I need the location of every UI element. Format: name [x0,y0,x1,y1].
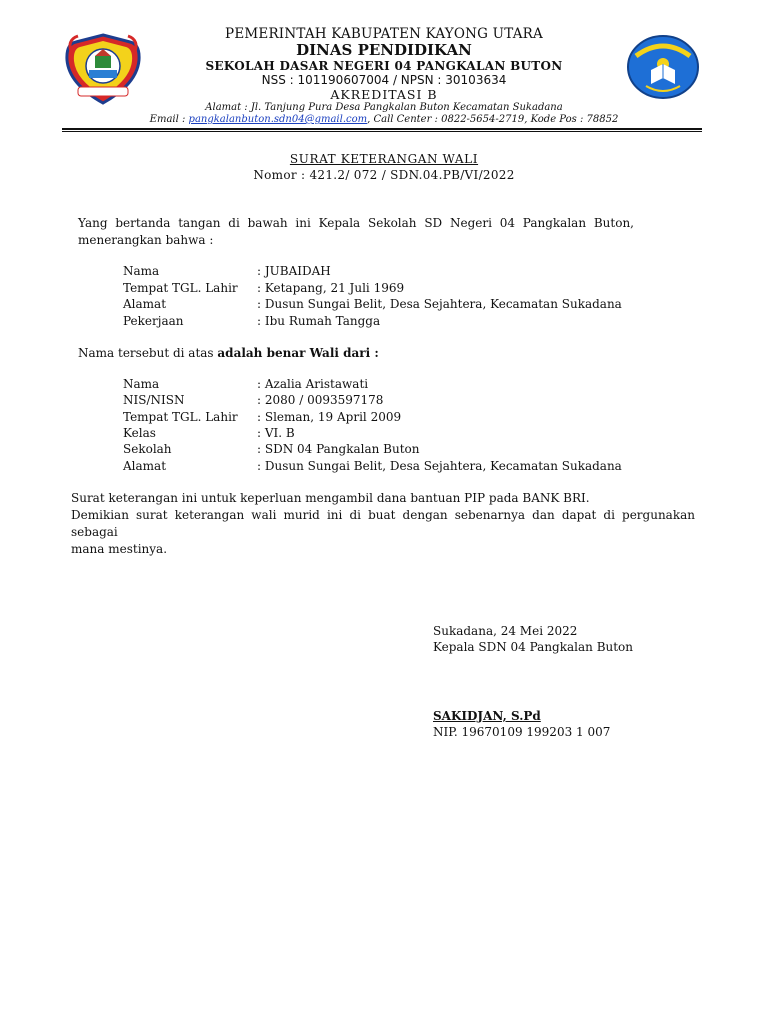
closing-line-2: Demikian surat keterangan wali murid ini di buat dengan sebenarnya dan dapat di pergunakan sebagai [71,508,695,539]
closing-line-3: mana mestinya. [71,542,168,556]
email-label: Email : [149,114,189,125]
closing-paragraph [71,490,695,558]
header-divider [62,128,702,130]
header-government: PEMERINTAH KABUPATEN KAYONG UTARA [225,26,543,42]
field-label: Alamat [123,459,167,473]
field-value: : 2080 / 0093597178 [257,393,384,407]
field-label: Tempat TGL. Lahir [123,410,238,424]
header-nss-npsn: NSS : 101190607004 / NPSN : 30103634 [261,73,507,87]
field-label: NIS/NISN [123,393,185,407]
statement-bold: adalah benar Wali dari : [217,346,379,360]
signature-name: SAKIDJAN, S.Pd [433,709,541,723]
intro-line-1: Yang bertanda tangan di bawah ini Kepala Sekolah SD Negeri 04 Pangkalan Buton, [78,216,634,230]
statement-text: Nama tersebut di atas [78,346,218,360]
field-value: : Ketapang, 21 Juli 1969 [257,281,405,295]
field-label: Nama [123,264,160,278]
closing-line-1: Surat keterangan ini untuk keperluan mengambil dana bantuan PIP pada BANK BRI. [71,491,590,505]
signature-place-date: Sukadana, 24 Mei 2022 [433,624,578,638]
header-accreditation: AKREDITASI B [330,87,438,102]
field-value: : VI. B [257,426,295,440]
field-value: : JUBAIDAH [257,264,331,278]
header-contact [0,114,768,125]
header-department: DINAS PENDIDIKAN [296,41,472,59]
intro-paragraph [78,215,634,249]
field-label: Tempat TGL. Lahir [123,281,238,295]
email-link[interactable]: pangkalanbuton.sdn04@gmail.com [188,114,368,125]
field-value: : Dusun Sungai Belit, Desa Sejahtera, Kecamatan Sukadana [257,297,622,311]
field-label: Sekolah [123,442,172,456]
header-divider-thin [62,131,702,132]
field-label: Pekerjaan [123,314,184,328]
signature-nip: NIP. 19670109 199203 1 007 [433,725,611,739]
field-value: : SDN 04 Pangkalan Buton [257,442,420,456]
header-school-name: SEKOLAH DASAR NEGERI 04 PANGKALAN BUTON [205,59,563,73]
field-label: Kelas [123,426,156,440]
field-value: : Dusun Sungai Belit, Desa Sejahtera, Kecamatan Sukadana [257,459,622,473]
field-label: Alamat [123,297,167,311]
document-number: Nomor : 421.2/ 072 / SDN.04.PB/VI/2022 [253,168,515,182]
header-address: Alamat : Jl. Tanjung Pura Desa Pangkalan Buton Kecamatan Sukadana [205,102,563,113]
signature-position: Kepala SDN 04 Pangkalan Buton [433,640,634,654]
intro-line-2: menerangkan bahwa : [78,233,214,247]
contact-info: , Call Center : 0822-5654-2719, Kode Pos : 78852 [367,114,619,125]
field-value: : Sleman, 19 April 2009 [257,410,402,424]
field-value: : Ibu Rumah Tangga [257,314,381,328]
field-label: Nama [123,377,160,391]
field-value: : Azalia Aristawati [257,377,369,391]
document-title: SURAT KETERANGAN WALI [289,152,479,166]
guardian-statement [78,346,379,360]
